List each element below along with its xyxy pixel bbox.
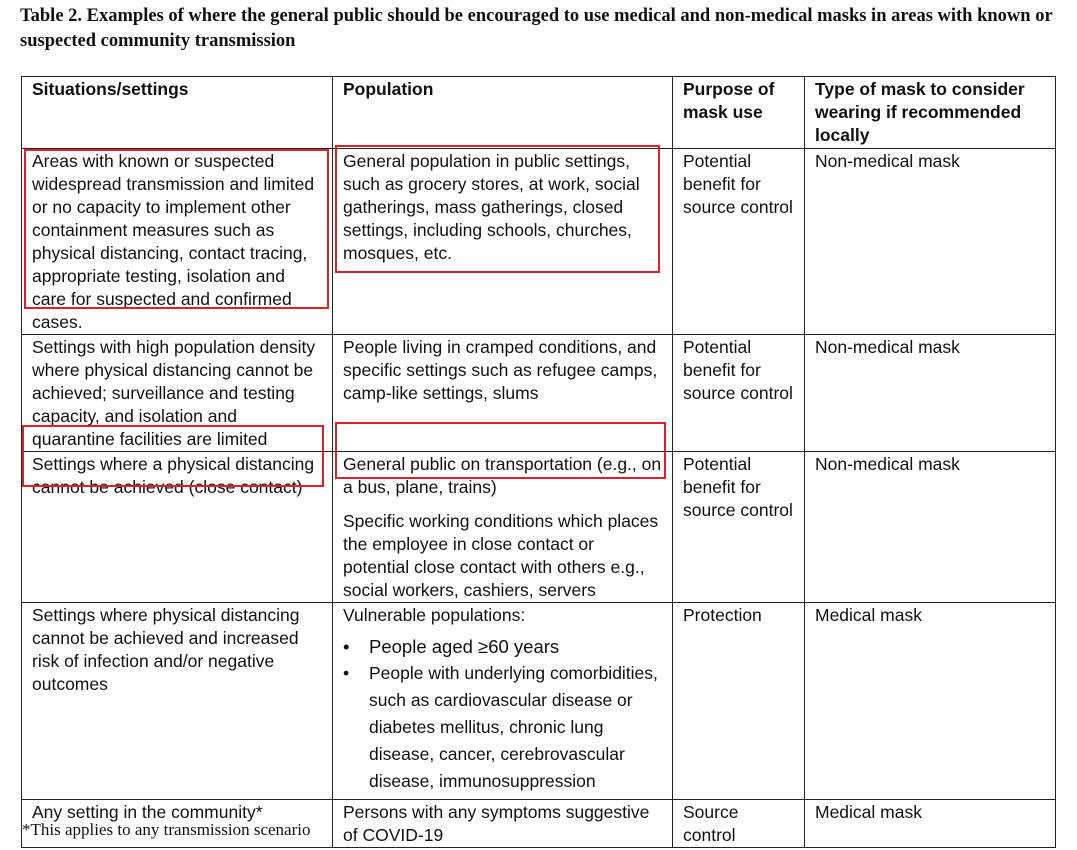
mask-type-cell: Medical mask (805, 800, 1056, 848)
population-cell (333, 603, 673, 800)
setting-cell: Settings where a physical distancing cannot be achieved (close contact) (22, 452, 333, 603)
purpose-cell: Potential benefit for source control (673, 335, 805, 452)
population-cell (333, 452, 673, 603)
table-row (22, 335, 1056, 452)
table-row (22, 149, 1056, 335)
population-extra-text: Specific working conditions which places the employee in close contact or potential close contact with others e.g., social workers, cashiers, servers (343, 511, 659, 600)
mask-type-cell: Medical mask (805, 603, 1056, 800)
table-row (22, 452, 1056, 603)
population-cell: People living in cramped conditions, and specific settings such as refugee camps, camp-like settings, slums (333, 335, 673, 452)
footnote: *This applies to any transmission scenario (22, 820, 311, 839)
table-caption: Table 2. Examples of where the general public should be encouraged to use medical and non-medical masks in areas with known or suspected community transmission (20, 6, 1053, 51)
purpose-cell: Potential benefit for source control (673, 149, 805, 335)
purpose-cell: Potential benefit for source control (673, 452, 805, 603)
population-text: General public on transportation (e.g., on a bus, plane, trains) (343, 454, 662, 497)
header-situations: Situations/settings (22, 77, 333, 149)
setting-cell: Settings with high population density where physical distancing cannot be achieved; surveillance and testing capacity, and isolation and quarantine facilities are limited (22, 335, 333, 452)
purpose-cell: Source control (673, 800, 805, 848)
mask-type-cell: Non-medical mask (805, 149, 1056, 335)
purpose-cell: Protection (673, 603, 805, 800)
list-item: • People with underlying comorbidities, such as cardiovascular disease or diabetes mellitus, chronic lung disease, cancer, cerebrovascular disease, immunosuppression (369, 660, 662, 795)
population-cell: Persons with any symptoms suggestive of COVID-19 (333, 800, 673, 848)
header-row (22, 77, 1056, 149)
population-bullet-list (343, 633, 662, 795)
setting-cell: Settings where physical distancing cannot be achieved and increased risk of infection and/or negative outcomes (22, 603, 333, 800)
setting-cell: Any setting in the community* (22, 800, 333, 848)
header-purpose: Purpose of mask use (673, 77, 805, 149)
header-mask-type: Type of mask to consider wearing if recommended locally (805, 77, 1056, 149)
population-text: Vulnerable populations: (343, 605, 526, 625)
table-row (22, 603, 1056, 800)
list-item: • People aged ≥60 years (369, 633, 662, 660)
population-cell: General population in public settings, such as grocery stores, at work, social gatherings, mass gatherings, closed settings, including schools, churches, mosques, etc. (333, 149, 673, 335)
mask-recommendations-table (21, 76, 1056, 848)
mask-type-cell: Non-medical mask (805, 452, 1056, 603)
mask-type-cell: Non-medical mask (805, 335, 1056, 452)
header-population: Population (333, 77, 673, 149)
setting-cell: Areas with known or suspected widespread transmission and limited or no capacity to implement other containment measures such as physical distancing, contact tracing, appropriate testing, isolation and care for suspected and confirmed cases. (22, 149, 333, 335)
